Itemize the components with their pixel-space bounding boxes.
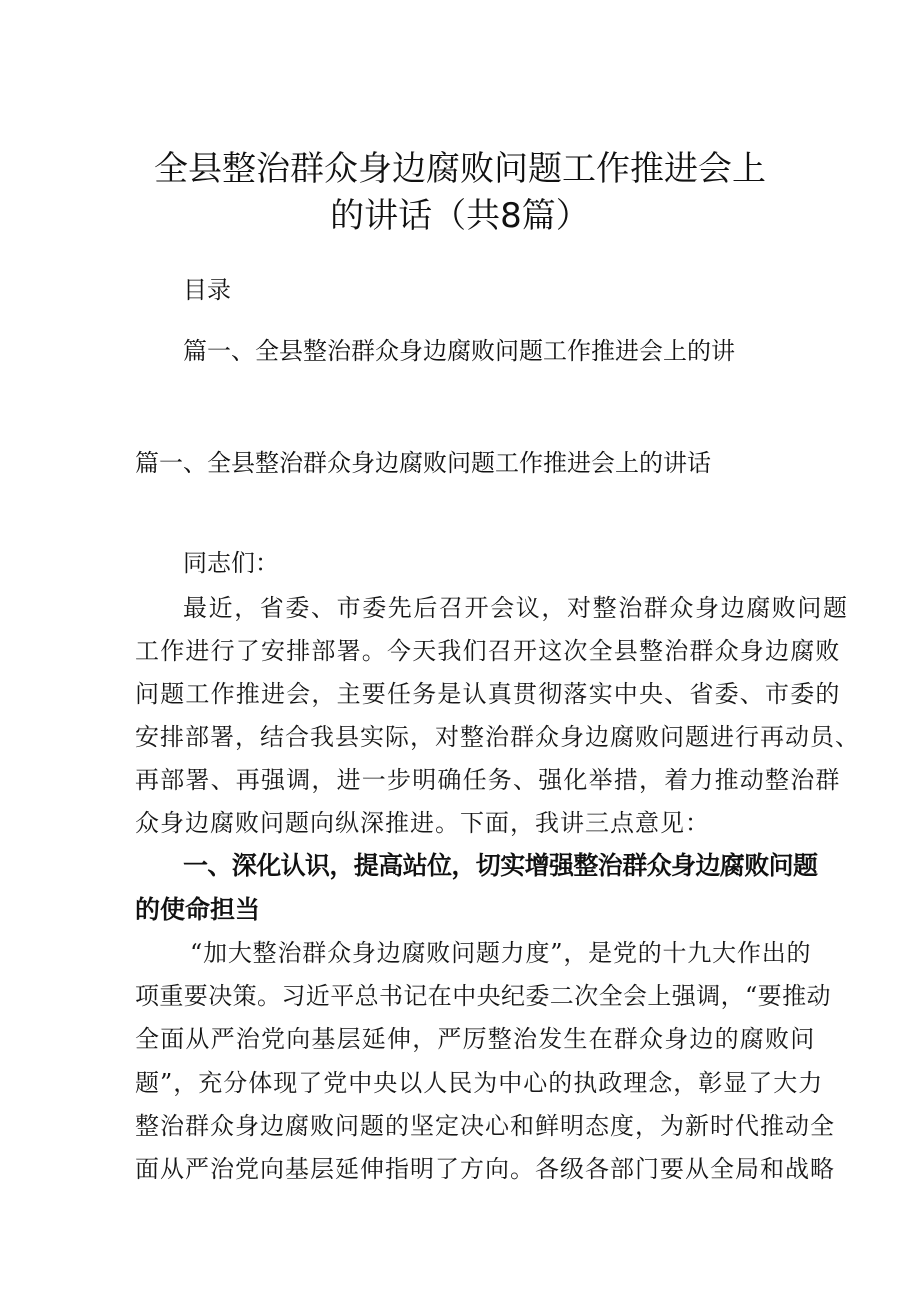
paragraph-line: 全面从严治党向基层延伸，严厉整治发生在群众身边的腐败问: [135, 1025, 816, 1053]
paragraph-line: 问题工作推进会，主要任务是认真贯彻落实中央、省委、市委的: [135, 680, 841, 708]
paragraph-line: 工作进行了安排部署。今天我们召开这次全县整治群众身边腐败: [135, 637, 841, 665]
document-title-line-1: 全县整治群众身边腐败问题工作推进会上: [154, 149, 766, 189]
heading-line: 一、深化认识，提高站位，切实增强整治群众身边腐败问题: [183, 851, 818, 880]
paragraph-line: 题”，充分体现了党中央以人民为中心的执政理念，彰显了大力: [135, 1069, 824, 1097]
paragraph-line: 最近，省委、市委先后召开会议，对整治群众身边腐败问题: [183, 594, 849, 622]
paragraph-line: 众身边腐败问题向纵深推进。下面，我讲三点意见：: [135, 809, 710, 837]
toc-heading: 目录: [183, 276, 231, 304]
paragraph-line: 面从严治党向基层延伸指明了方向。各级各部门要从全局和战略: [135, 1155, 835, 1183]
section-title: 篇一、全县整治群众身边腐败问题工作推进会上的讲话: [135, 449, 711, 477]
paragraph-line: “加大整治群众身边腐败问题力度”，是党的十九大作出的: [190, 939, 812, 967]
salutation: 同志们：: [183, 549, 279, 577]
paragraph-line: 项重要决策。习近平总书记在中央纪委二次全会上强调，“要推动: [135, 982, 831, 1010]
paragraph-line: 再部署、再强调，进一步明确任务、强化举措，着力推动整治群: [135, 766, 841, 794]
paragraph-line: 安排部署，结合我县实际，对整治群众身边腐败问题进行再动员、: [135, 723, 860, 751]
paragraph-line: 整治群众身边腐败问题的坚定决心和鲜明态度，为新时代推动全: [135, 1112, 835, 1140]
document-title-line-2: 的讲话（共8篇）: [330, 196, 590, 236]
heading-line: 的使命担当: [135, 895, 261, 924]
toc-item[interactable]: 篇一、全县整治群众身边腐败问题工作推进会上的讲: [183, 337, 735, 365]
